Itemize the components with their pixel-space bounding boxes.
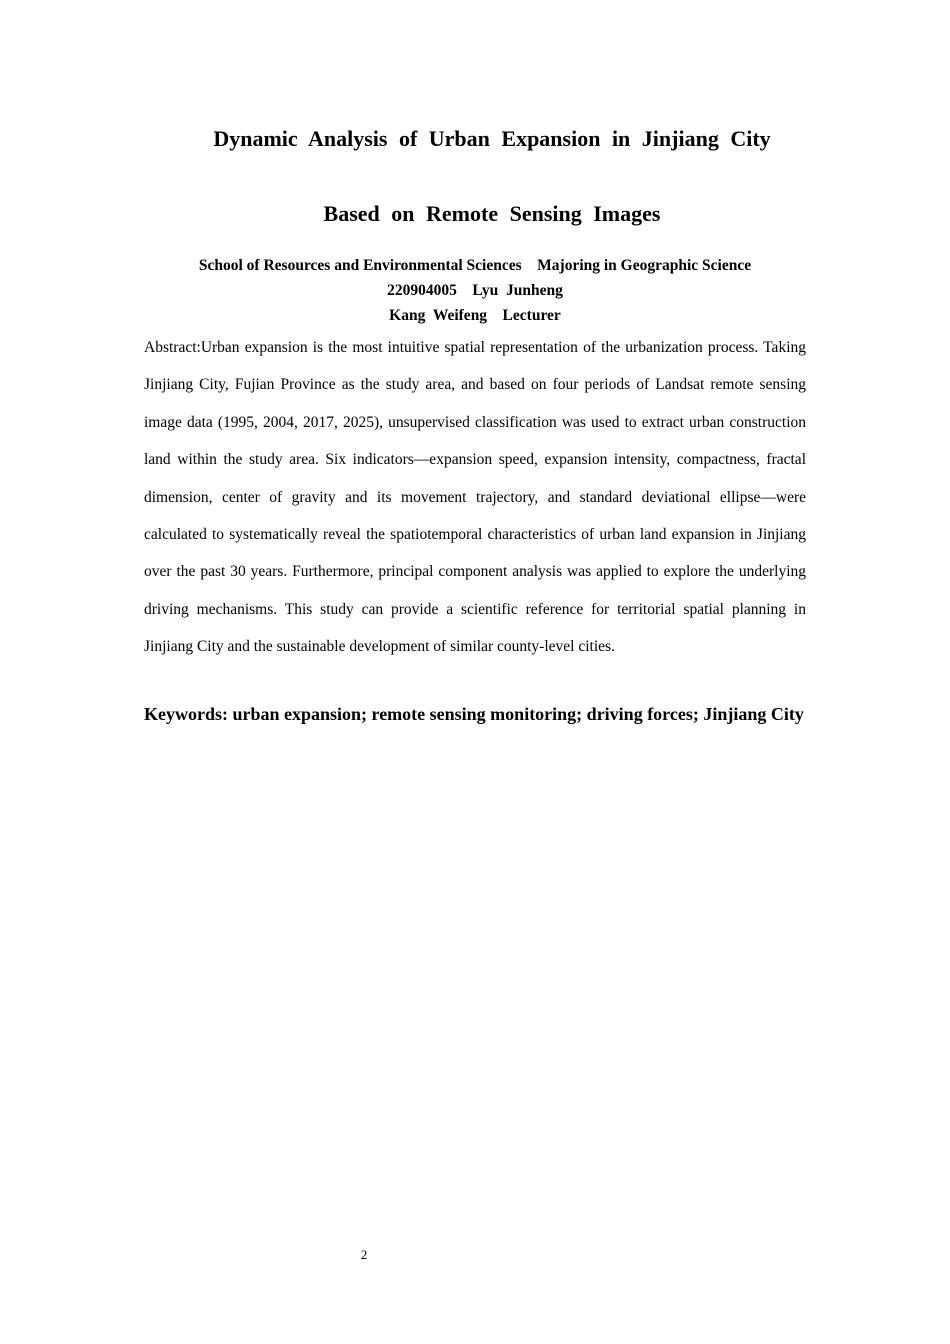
student-id-name: 220904005 Lyu Junheng <box>387 282 563 299</box>
abstract-paragraph: Abstract:Urban expansion is the most intuitive spatial representation of the urbanization process. Taking Jinjiang City, Fujian Province as the study area, and based on four periods of Landsat remote sensing image data (1995, 2004, 2017, 2025), unsupervised classification was used to extract urban construction land within the study area. Six indicators—expansion speed, expansion intensity, compactness, fractal dimension, center of gravity and its movement trajectory, and standard deviational ellipse—were calculated to systematically reveal the spatiotemporal characteristics of urban land expansion in Jinjiang over the past 30 years. Furthermore, principal component analysis was applied to explore the underlying driving mechanisms. This study can provide a scientific reference for territorial spatial planning in Jinjiang City and the sustainable development of similar county-level cities. <box>144 339 806 656</box>
page-number: 2 <box>360 1247 368 1262</box>
author-affiliation: School of Resources and Environmental Sciences Majoring in Geographic Science <box>198 257 752 274</box>
keywords-paragraph: Keywords: urban expansion; remote sensing monitoring; driving forces; Jinjiang City <box>144 704 804 724</box>
title-line-1: Dynamic Analysis of Urban Expansion in Jinjiang City <box>213 126 771 151</box>
title-line-2: Based on Remote Sensing Images <box>323 201 661 226</box>
advisor-name-title: Kang Weifeng Lecturer <box>389 307 561 324</box>
